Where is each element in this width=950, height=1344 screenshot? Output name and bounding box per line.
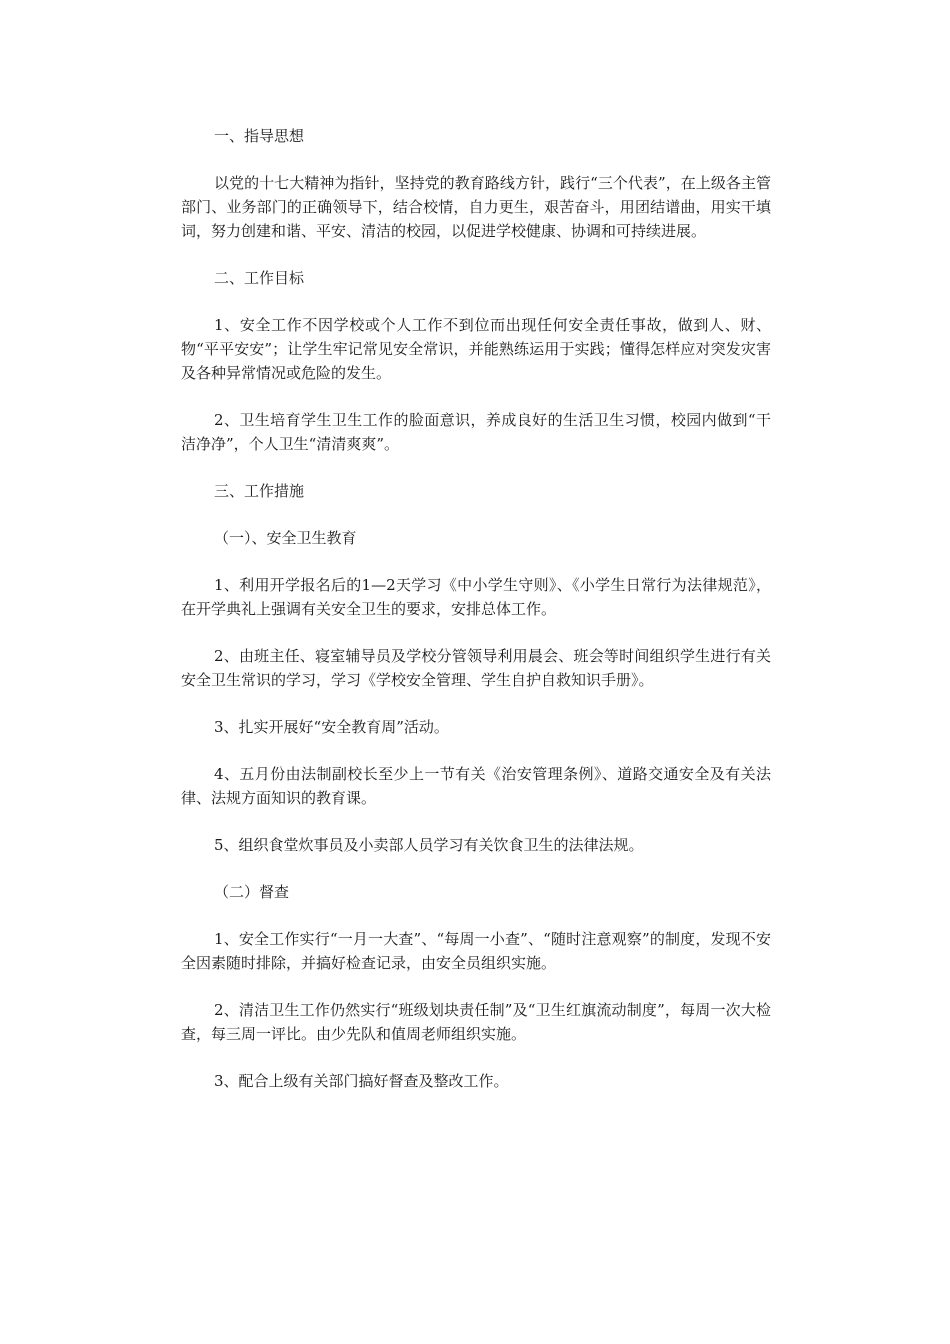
paragraph-goal-safety: 1、安全工作不因学校或个人工作不到位而出现任何安全责任事故，做到人、财、物“平平安安”；让学生牢记常见安全常识，并能熟练运用于实践；懂得怎样应对突发灾害及各种异常情况或危险的发生。 [181, 316, 771, 382]
paragraph-inspection-3: 3、配合上级有关部门搞好督查及整改工作。 [214, 1072, 509, 1090]
paragraph-inspection-1: 1、安全工作实行“一月一大查”、“每周一小查”、“随时注意观察”的制度，发现不安全因素随时排除，并搞好检查记录，由安全员组织实施。 [181, 930, 771, 972]
paragraph-guiding-ideology: 以党的十七大精神为指针，坚持党的教育路线方针，践行“三个代表”，在上级各主管部门、业务部门的正确领导下，结合校情，自力更生，艰苦奋斗，用团结谱曲，用实干填词，努力创建和谐、平安、清洁的校园，以促进学校健康、协调和可持续进展。 [181, 174, 771, 240]
paragraph-education-5: 5、组织食堂炊事员及小卖部人员学习有关饮食卫生的法律法规。 [214, 836, 644, 854]
document-body [181, 124, 771, 1116]
paragraph-goal-hygiene: 2、卫生培育学生卫生工作的脸面意识，养成良好的生活卫生习惯，校园内做到“干洁净净”，个人卫生“清清爽爽”。 [181, 411, 771, 453]
section-heading-work-measures: 三、工作措施 [214, 482, 305, 500]
subsection-heading-education: （一）、安全卫生教育 [214, 529, 357, 547]
section-heading-guiding-ideology: 一、指导思想 [214, 127, 305, 145]
paragraph-education-4: 4、五月份由法制副校长至少上一节有关《治安管理条例》、道路交通安全及有关法律、法规方面知识的教育课。 [181, 765, 771, 807]
paragraph-education-1: 1、利用开学报名后的1—2天学习《中小学生守则》、《小学生日常行为法律规范》，在开学典礼上强调有关安全卫生的要求，安排总体工作。 [181, 576, 771, 618]
paragraph-education-2: 2、由班主任、寝室辅导员及学校分管领导利用晨会、班会等时间组织学生进行有关安全卫生常识的学习，学习《学校安全管理、学生自护自救知识手册》。 [181, 647, 771, 689]
subsection-heading-inspection: （二）督查 [214, 883, 290, 901]
section-heading-work-goals: 二、工作目标 [214, 269, 305, 287]
paragraph-inspection-2: 2、清洁卫生工作仍然实行“班级划块责任制”及“卫生红旗流动制度”，每周一次大检查，每三周一评比。由少先队和值周老师组织实施。 [181, 1001, 771, 1043]
paragraph-education-3: 3、扎实开展好“安全教育周”活动。 [214, 718, 449, 736]
